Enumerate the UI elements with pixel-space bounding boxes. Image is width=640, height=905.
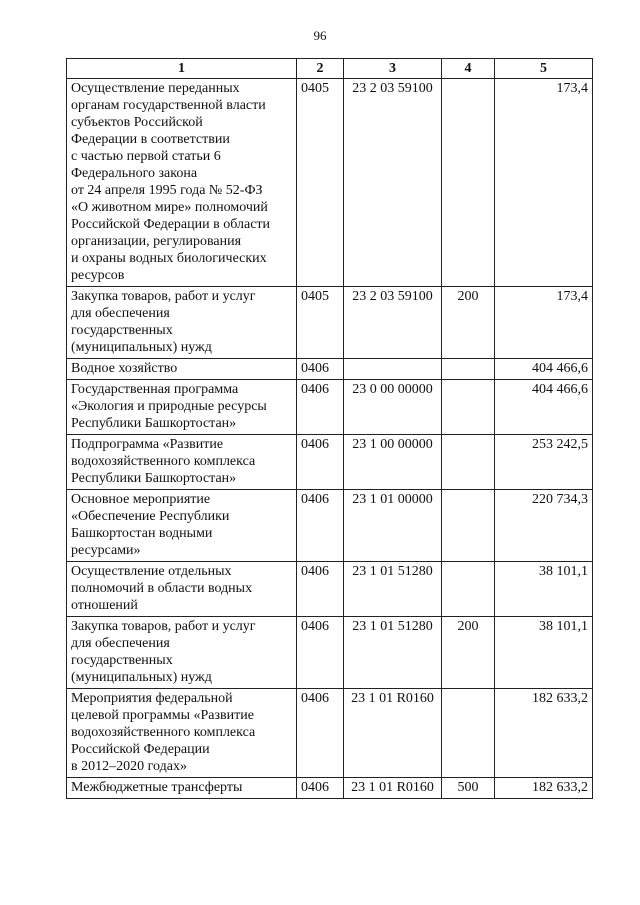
item-name-line: полномочий в области водных [71, 581, 253, 596]
item-name-line: Федерального закона [71, 166, 198, 181]
target-code-cell: 23 1 01 00000 [344, 490, 442, 562]
column-header: 3 [344, 59, 442, 79]
item-name-line: Межбюджетные трансферты [71, 780, 243, 795]
item-name-cell [67, 778, 297, 799]
section-code-cell: 0406 [297, 617, 344, 689]
item-name-line: Республики Башкортостан» [71, 416, 237, 431]
expense-type-cell [442, 359, 495, 380]
item-name-line: (муниципальных) нужд [71, 340, 212, 355]
column-header: 1 [67, 59, 297, 79]
item-name-cell [67, 617, 297, 689]
expense-type-cell [442, 435, 495, 490]
amount-cell: 404 466,6 [495, 380, 593, 435]
item-name-line: водохозяйственного комплекса [71, 454, 256, 469]
section-code-cell: 0406 [297, 435, 344, 490]
section-code-cell: 0405 [297, 287, 344, 359]
item-name-cell [67, 287, 297, 359]
table-row [67, 287, 593, 359]
section-code-cell: 0406 [297, 562, 344, 617]
item-name-line: органам государственной власти [71, 98, 266, 113]
expense-type-cell [442, 689, 495, 778]
item-name-cell [67, 689, 297, 778]
item-name-line: государственных [71, 323, 173, 338]
budget-table [66, 58, 593, 799]
item-name-line: в 2012–2020 годах» [71, 759, 187, 774]
item-name-line: для обеспечения [71, 306, 170, 321]
amount-cell: 38 101,1 [495, 562, 593, 617]
expense-type-cell [442, 490, 495, 562]
table-header-row [67, 59, 593, 79]
item-name-line: Российской Федерации [71, 742, 210, 757]
item-name-line: «Обеспечение Республики [71, 509, 230, 524]
target-code-cell: 23 2 03 59100 [344, 79, 442, 287]
section-code-cell: 0406 [297, 689, 344, 778]
item-name-line: «О животном мире» полномочий [71, 200, 268, 215]
item-name-line: Закупка товаров, работ и услуг [71, 619, 256, 634]
section-code-cell: 0406 [297, 359, 344, 380]
item-name-line: «Экология и природные ресурсы [71, 399, 267, 414]
table-row [67, 490, 593, 562]
target-code-cell: 23 1 01 51280 [344, 562, 442, 617]
target-code-cell: 23 1 01 51280 [344, 617, 442, 689]
amount-cell: 220 734,3 [495, 490, 593, 562]
table-row [67, 435, 593, 490]
item-name-cell [67, 435, 297, 490]
table-row [67, 778, 593, 799]
item-name-cell [67, 490, 297, 562]
target-code-cell: 23 0 00 00000 [344, 380, 442, 435]
item-name-cell [67, 79, 297, 287]
item-name-line: ресурсами» [71, 543, 141, 558]
section-code-cell: 0406 [297, 490, 344, 562]
target-code-cell [344, 359, 442, 380]
amount-cell: 182 633,2 [495, 778, 593, 799]
item-name-line: Подпрограмма «Развитие [71, 437, 224, 452]
item-name-line: государственных [71, 653, 173, 668]
item-name-line: и охраны водных биологических [71, 251, 267, 266]
item-name-line: отношений [71, 598, 138, 613]
expense-type-cell: 500 [442, 778, 495, 799]
expense-type-cell: 200 [442, 617, 495, 689]
expense-type-cell [442, 79, 495, 287]
item-name-line: Государственная программа [71, 382, 239, 397]
table-row [67, 562, 593, 617]
section-code-cell: 0406 [297, 778, 344, 799]
item-name-line: (муниципальных) нужд [71, 670, 212, 685]
table-row [67, 79, 593, 287]
amount-cell: 404 466,6 [495, 359, 593, 380]
expense-type-cell [442, 562, 495, 617]
target-code-cell: 23 1 01 R0160 [344, 689, 442, 778]
item-name-cell [67, 359, 297, 380]
item-name-line: Республики Башкортостан» [71, 471, 237, 486]
table-row [67, 359, 593, 380]
item-name-line: с частью первой статьи 6 [71, 149, 221, 164]
item-name-line: Основное мероприятие [71, 492, 211, 507]
amount-cell: 173,4 [495, 79, 593, 287]
item-name-line: Закупка товаров, работ и услуг [71, 289, 256, 304]
target-code-cell: 23 2 03 59100 [344, 287, 442, 359]
item-name-line: Мероприятия федеральной [71, 691, 233, 706]
column-header: 2 [297, 59, 344, 79]
item-name-line: ресурсов [71, 268, 125, 283]
amount-cell: 38 101,1 [495, 617, 593, 689]
column-header: 4 [442, 59, 495, 79]
item-name-line: Башкортостан водными [71, 526, 213, 541]
item-name-line: Осуществление отдельных [71, 564, 232, 579]
amount-cell: 173,4 [495, 287, 593, 359]
item-name-line: субъектов Российской [71, 115, 203, 130]
item-name-cell [67, 380, 297, 435]
table-row [67, 380, 593, 435]
target-code-cell: 23 1 01 R0160 [344, 778, 442, 799]
item-name-cell [67, 562, 297, 617]
item-name-line: Федерации в соответствии [71, 132, 230, 147]
expense-type-cell [442, 380, 495, 435]
section-code-cell: 0405 [297, 79, 344, 287]
table-row [67, 617, 593, 689]
column-header: 5 [495, 59, 593, 79]
item-name-line: для обеспечения [71, 636, 170, 651]
item-name-line: Российской Федерации в области [71, 217, 271, 232]
item-name-line: Осуществление переданных [71, 81, 240, 96]
item-name-line: целевой программы «Развитие [71, 708, 254, 723]
table-row [67, 689, 593, 778]
expense-type-cell: 200 [442, 287, 495, 359]
table-body [67, 79, 593, 799]
item-name-line: Водное хозяйство [71, 361, 178, 376]
amount-cell: 253 242,5 [495, 435, 593, 490]
target-code-cell: 23 1 00 00000 [344, 435, 442, 490]
page-number: 96 [313, 28, 327, 43]
amount-cell: 182 633,2 [495, 689, 593, 778]
item-name-line: водохозяйственного комплекса [71, 725, 256, 740]
section-code-cell: 0406 [297, 380, 344, 435]
item-name-line: от 24 апреля 1995 года № 52-ФЗ [71, 183, 263, 198]
item-name-line: организации, регулирования [71, 234, 242, 249]
